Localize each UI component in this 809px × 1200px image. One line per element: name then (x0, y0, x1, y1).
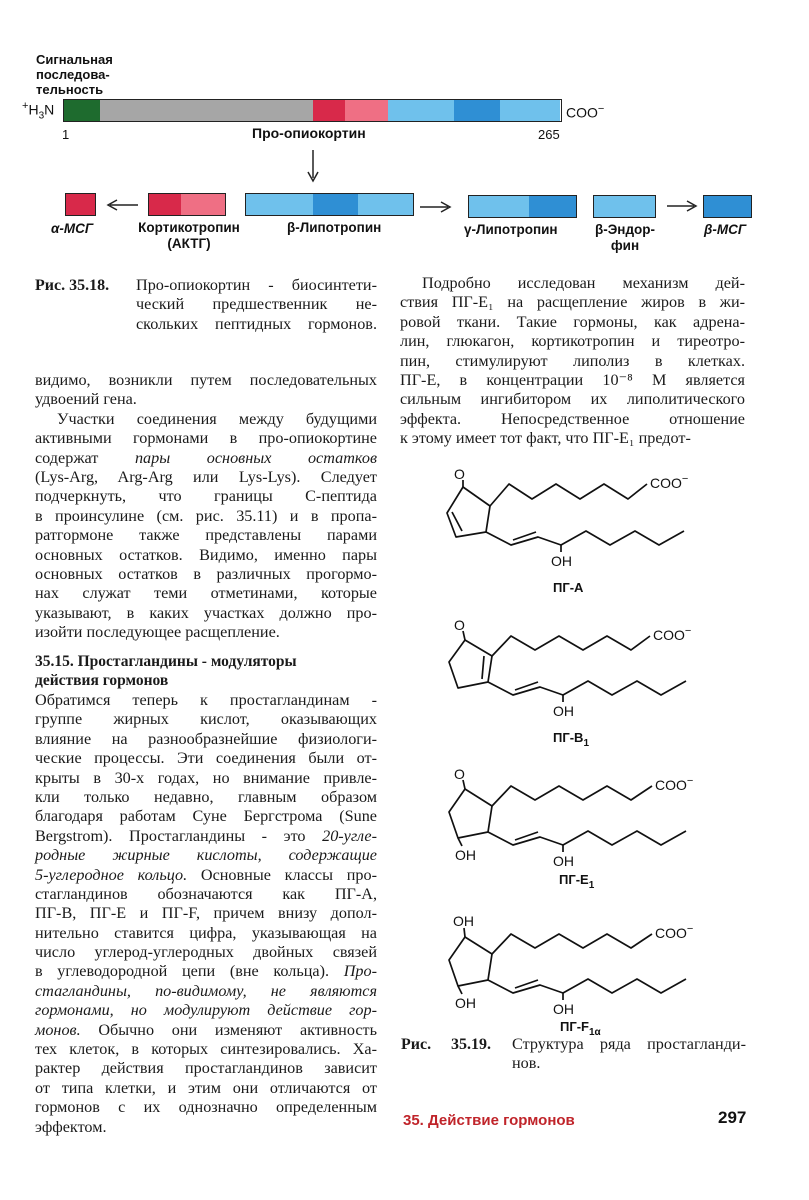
text-line: ствия ПГ-Е₁ на расщепление жиров в жи- (400, 293, 745, 312)
pge1-upper-chain (492, 786, 652, 806)
pgf1a-structure (449, 928, 686, 1000)
text-line: указывают, в каких участках должно про- (35, 603, 377, 622)
text-line: тех клеток, в которых синтезировались. Ха- (35, 1040, 377, 1059)
text-line: нах служат теми отметинами, которые (35, 584, 377, 603)
pgb1-oh: OH (553, 703, 574, 719)
text-line: удвоений гена. (35, 390, 137, 409)
italic-text: гормонами, но модулируют действие гор- (35, 1001, 377, 1020)
heading-line: 35.15. Простагландины - модуляторы (35, 653, 297, 670)
pge1-ring (449, 789, 492, 838)
text-line: подчеркнуть, что границы С-пептида (35, 487, 377, 506)
italic-text: родные жирные кислоты, содержащие (35, 846, 377, 865)
pge1-structure (449, 780, 686, 852)
text-line: рактер действия простагландинов зависит (35, 1059, 377, 1078)
text-line: к этому имеет тот факт, что ПГ-Е₁ предот- (400, 429, 691, 448)
pge1-oh: OH (553, 853, 574, 869)
n-terminus-h: H (28, 101, 39, 118)
pgf1a-label-text: ПГ-F (560, 1019, 589, 1034)
pgb1-lower-chain (488, 681, 686, 695)
plain-text: Bergstrom). Простагландины - это (35, 826, 323, 845)
text-line: эффекта. Непосредственное отношение (400, 409, 745, 428)
italic-text: Про- (343, 962, 377, 981)
pgf1a-lower-chain (488, 979, 686, 993)
text-line: изойти последующее расщепление. (35, 623, 280, 642)
pgf1a-upper-chain (492, 934, 652, 954)
caption-line: Про-опиокортин - биосинтети- (136, 276, 377, 294)
pgb1-ring-double (482, 656, 484, 679)
caption-label-1: Рис. (401, 1036, 432, 1053)
text-line: ровой ткани. Такие гормоны, как адрена- (400, 312, 745, 331)
pgb1-label-text: ПГ-В (553, 730, 584, 745)
pgf1a-top-oh (464, 928, 465, 937)
caption-label: Рис. 35.18. (35, 277, 110, 294)
alpha-msh-label: α-МСГ (51, 221, 94, 236)
pga-structure (447, 480, 684, 552)
signal-label-line: Сигнальная (36, 52, 113, 67)
pgf1a-oh: OH (553, 1001, 574, 1017)
pga-o-atom: O (454, 466, 465, 482)
text-line: ратгормоне также представлены парами (35, 526, 377, 545)
caption-line: нов. (512, 1054, 541, 1073)
text-line: крыты в 30-х годах, но внимание привле- (35, 768, 377, 787)
coo-text: COO (653, 627, 685, 643)
gamma-lipotropin-label: γ-Липотропин (464, 222, 558, 237)
coo-minus: − (681, 473, 689, 485)
pge1-o-atom: O (454, 766, 465, 782)
text-line: в проинсулине (см. рис. 35.11) и в пропа- (35, 506, 377, 525)
beta-lipotropin-label: β-Липотропин (287, 220, 382, 235)
text-line: лин, глюкагон, кортикотропин и тиреотро- (400, 332, 745, 351)
n-terminus-n: N (44, 101, 55, 118)
text-line: нительно ставится цифра, указывающая на (35, 923, 377, 942)
protein-name: Про-опиокортин (252, 125, 366, 141)
text-line: кли только недавно, главным образом (35, 787, 377, 806)
minus-sign: − (597, 103, 605, 115)
pgb1-ring (449, 640, 492, 688)
text-line: от типа клетки, и этим они отличаются от (35, 1078, 377, 1097)
plain-text: Основные классы про- (187, 865, 377, 884)
pge1-lower-chain (488, 831, 686, 845)
pgf1a-ring-oh (458, 986, 462, 994)
coo-text: COO (566, 104, 598, 121)
text-line: гормонов с их однозначно определенным (35, 1098, 377, 1117)
pge1-ring-oh-label: OH (455, 847, 476, 863)
plain-text: содержат (35, 448, 135, 467)
coo-minus: − (686, 775, 694, 787)
pge1-ring-oh (458, 838, 462, 846)
pgb1-coo (653, 625, 691, 643)
acth-label-line1: Кортикотропин (138, 220, 240, 235)
pgf1a-ring (449, 937, 492, 986)
signal-label-line: тельность (36, 82, 104, 97)
pga-label (553, 580, 584, 595)
text-line: стагландинов обозначаются как ПГ-А, (35, 884, 377, 903)
plain-text: Обычно они изменяют активность (80, 1020, 377, 1039)
text-line: основных остатков. Видимо, именно пары (35, 545, 377, 564)
text-line: число углерод-углеродных двойных связей (35, 943, 377, 962)
caption-text (512, 1035, 746, 1074)
text-line: (Lys-Arg, Arg-Arg или Lys-Lys). Следует (35, 467, 377, 486)
text-line: сильным ингибитором их липолитического (400, 390, 745, 409)
pgf1a-coo (655, 923, 693, 941)
pgb1-upper-chain (492, 636, 650, 656)
italic-text: пары основных остатков (134, 448, 377, 467)
italic-text: 20-угле- (322, 826, 377, 845)
text-line: ПГ-Е, в концентрации 10⁻⁸ М является (400, 370, 745, 389)
coo-text: COO (650, 475, 682, 491)
beta-endorphin-line2: фин (610, 238, 640, 253)
acth-label-line2: (АКТГ) (167, 236, 211, 251)
pgb1-label (553, 730, 589, 749)
pgb1-structure (449, 631, 686, 702)
coo-minus: − (684, 625, 692, 637)
plus-sign: + (22, 100, 29, 112)
text-line: основных остатков в различных прогормо- (35, 564, 377, 583)
pgf1a-ring-oh-label: OH (455, 995, 476, 1011)
text-line: Обратимся теперь к простагландинам - (35, 691, 377, 709)
end-residue: 265 (538, 127, 560, 142)
heading-line: действия гормонов (35, 672, 169, 690)
text-line: ПГ-В, ПГ-Е и ПГ-F, причем внизу допол- (35, 904, 377, 923)
pga-lower-chain (486, 531, 684, 545)
page-number: 297 (718, 1108, 747, 1127)
caption-label-2: 35.19. (451, 1036, 491, 1053)
coo-text: COO (655, 777, 687, 793)
n-terminus-sub: 3 (38, 110, 45, 122)
italic-text: 5-углеродное кольцо. (35, 865, 188, 884)
text-line: благодаря работам Суне Бергстрома (Sune (35, 807, 377, 826)
plain-text: в углеводородной цепи (вне кольца). (35, 962, 344, 981)
italic-text: стагландины, по-видимому, не являются (35, 981, 377, 1000)
pge1-label-sub: 1 (588, 880, 595, 891)
pga-coo (650, 473, 688, 491)
pge1-coo (655, 775, 693, 793)
signal-label-line: последова- (36, 67, 110, 82)
beta-msh-label: β-МСГ (704, 222, 747, 237)
italic-text: монов. (35, 1020, 81, 1039)
text-line: группе жирных кислот, оказывающих (35, 710, 377, 729)
pgb1-label-sub: 1 (583, 738, 589, 749)
coo-minus: − (686, 923, 694, 935)
text-line: активными гормонами в про-опиокортине (35, 429, 377, 448)
pge1-label-text: ПГ-Е (559, 872, 589, 887)
text-line: ческие процессы. Эти соединения были от- (35, 749, 377, 768)
pgb1-o-atom: O (454, 617, 465, 633)
text-line: Участки соединения между будущими (57, 409, 377, 428)
beta-endorphin-line1: β-Эндор- (594, 222, 656, 237)
chapter-footer: 35. Действие гормонов (403, 1112, 575, 1129)
pgf1a-top-oh-label: OH (453, 913, 474, 929)
text-line: видимо, возникли путем последовательных (35, 371, 377, 389)
caption-line: Структура ряда простагланди- (512, 1035, 746, 1053)
pge1-label (559, 872, 595, 891)
caption-line: ческий предшественник не- (136, 295, 377, 314)
text-line: пин, стимулируют липолиз в клетках. (400, 351, 745, 370)
coo-text: COO (655, 925, 687, 941)
pgf1a-label-sub: 1α (588, 1027, 601, 1038)
pga-label-text: ПГ-А (553, 580, 584, 595)
pga-ring (447, 487, 490, 537)
pga-upper-chain (490, 484, 647, 506)
text-line: влияние на разнообразнейшие физиологи- (35, 729, 377, 748)
caption-line: скольких пептидных гормонов. (136, 314, 377, 333)
text-line: эффектом. (35, 1117, 107, 1136)
start-residue: 1 (62, 127, 70, 142)
pga-oh: OH (551, 553, 572, 569)
text-line: Подробно исследован механизм дей- (422, 274, 745, 292)
